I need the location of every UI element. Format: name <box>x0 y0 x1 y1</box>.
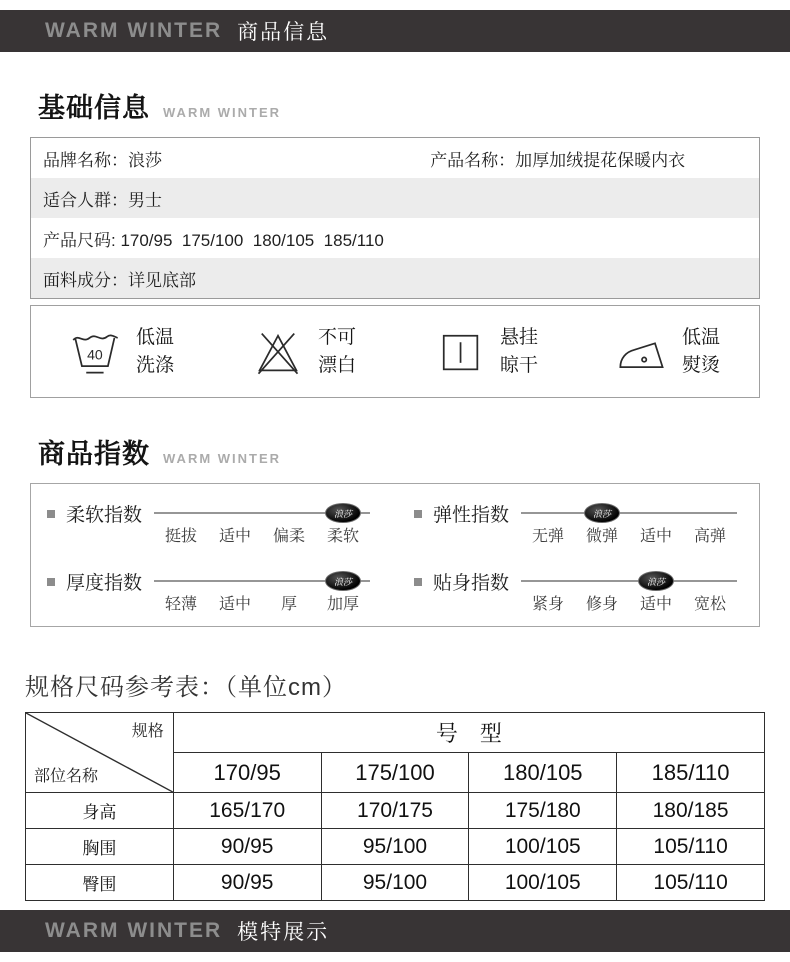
scale-label: 高弹 <box>694 528 727 545</box>
table-row <box>31 218 759 258</box>
heading-subtext: WARM WINTER <box>163 451 282 466</box>
brand-logo-marker-icon: 浪莎 <box>584 503 620 523</box>
square-bullet-icon <box>47 578 55 586</box>
slider-scale <box>521 591 737 614</box>
table-row <box>26 793 765 829</box>
brand-logo-marker-icon: 浪莎 <box>638 571 674 591</box>
bottom-banner <box>0 910 790 952</box>
heading-subtext: WARM WINTER <box>163 105 282 120</box>
scale-label: 适中 <box>219 596 252 613</box>
slider-scale <box>154 523 370 546</box>
index-softness <box>47 500 370 546</box>
product-sizes-cell: 产品尺码: 170/95 175/100 180/105 185/110 <box>43 230 384 250</box>
scale-label: 适中 <box>640 596 673 613</box>
brand-logo-marker-icon: 浪莎 <box>325 571 361 591</box>
care-item-wash <box>31 324 213 379</box>
index-slider <box>154 568 370 614</box>
scale-label: 厚 <box>281 596 298 613</box>
iron-low-temp-icon <box>616 326 668 378</box>
cell-value: 175/180 <box>469 793 617 829</box>
cell-value: 165/170 <box>173 793 321 829</box>
cell-value: 105/110 <box>617 829 765 865</box>
brand-name-cell: 品牌名称：浪莎 <box>43 150 162 170</box>
table-row <box>31 258 759 298</box>
heading-text: 商品指数 <box>38 439 150 469</box>
scale-label: 偏柔 <box>273 528 306 545</box>
corner-label-part: 部位名称 <box>34 768 99 785</box>
row-label-height: 身高 <box>26 793 174 829</box>
scale-label: 柔软 <box>327 528 360 545</box>
product-index-panel <box>30 483 760 627</box>
size-type-header: 号 型 <box>173 713 764 753</box>
square-bullet-icon <box>47 510 55 518</box>
column-header: 180/105 <box>469 753 617 793</box>
care-label <box>500 324 538 379</box>
slider-scale <box>521 523 737 546</box>
product-index-heading <box>38 432 790 471</box>
square-bullet-icon <box>414 578 422 586</box>
basic-info-table <box>30 137 760 299</box>
fabric-composition-cell: 面料成分：详见底部 <box>43 270 196 290</box>
scale-label: 适中 <box>640 528 673 545</box>
scale-label: 宽松 <box>694 596 727 613</box>
index-slider <box>154 500 370 546</box>
index-label: 柔软指数 <box>66 505 143 526</box>
care-label-line2: 漂白 <box>317 354 356 376</box>
scale-label: 轻薄 <box>165 596 198 613</box>
care-label <box>682 324 720 379</box>
wash-low-temp-40-icon <box>70 326 122 378</box>
square-bullet-icon <box>414 510 422 518</box>
basic-info-heading <box>38 86 790 125</box>
index-slider <box>521 568 737 614</box>
table-row <box>31 178 759 218</box>
hang-dry-icon <box>434 326 486 378</box>
size-chart-title: 规格尺码参考表：（单位cm） <box>25 674 347 701</box>
index-elasticity <box>414 500 737 546</box>
column-header: 185/110 <box>617 753 765 793</box>
cell-value: 90/95 <box>173 865 321 901</box>
table-row <box>31 138 759 178</box>
cell-value: 95/100 <box>321 865 469 901</box>
slider-track <box>154 508 370 519</box>
row-label-hip: 臀围 <box>26 865 174 901</box>
row-label-chest: 胸围 <box>26 829 174 865</box>
index-thickness <box>47 568 370 614</box>
care-label <box>136 324 174 379</box>
size-chart-table <box>25 712 765 901</box>
section-banner-title: 商品信息 <box>237 21 330 44</box>
product-name-cell: 产品名称：加厚加绒提花保暖内衣 <box>430 150 686 170</box>
care-instructions-panel <box>30 305 760 398</box>
column-header: 170/95 <box>173 753 321 793</box>
heading-text: 基础信息 <box>38 93 150 123</box>
care-label-line1: 不可 <box>317 326 356 348</box>
cell-value: 100/105 <box>469 865 617 901</box>
column-header: 175/100 <box>321 753 469 793</box>
slider-track <box>154 576 370 587</box>
scale-label: 挺拔 <box>165 528 198 545</box>
care-label-line1: 低温 <box>135 326 174 348</box>
scale-label: 无弹 <box>532 528 565 545</box>
table-row <box>26 829 765 865</box>
cell-value: 105/110 <box>617 865 765 901</box>
section-banner-title: 模特展示 <box>237 921 330 944</box>
slider-track <box>521 576 737 587</box>
target-group-cell: 适合人群：男士 <box>43 190 162 210</box>
cell-value: 95/100 <box>321 829 469 865</box>
cell-value: 100/105 <box>469 829 617 865</box>
top-banner <box>0 10 790 52</box>
diagonal-corner-cell <box>26 713 174 793</box>
care-item-hang-dry <box>395 324 577 379</box>
index-label: 弹性指数 <box>433 505 510 526</box>
index-label: 厚度指数 <box>66 573 143 594</box>
care-item-no-bleach <box>213 324 395 379</box>
brand-logo-marker-icon: 浪莎 <box>325 503 361 523</box>
svg-text:40: 40 <box>87 346 103 363</box>
index-fit <box>414 568 737 614</box>
table-header-row <box>26 713 765 753</box>
scale-label: 紧身 <box>532 596 565 613</box>
scale-label: 适中 <box>219 528 252 545</box>
scale-label: 修身 <box>586 596 619 613</box>
care-label-line2: 熨烫 <box>681 354 720 376</box>
slider-scale <box>154 591 370 614</box>
cell-value: 180/185 <box>617 793 765 829</box>
cell-value: 170/175 <box>321 793 469 829</box>
no-bleach-icon <box>252 326 304 378</box>
corner-label-spec: 规格 <box>131 723 164 740</box>
care-label-line1: 悬挂 <box>499 326 538 348</box>
slider-track <box>521 508 737 519</box>
brand-wordmark: WARM WINTER <box>45 19 223 42</box>
care-item-iron <box>577 324 759 379</box>
table-row <box>26 865 765 901</box>
care-label-line2: 晾干 <box>499 354 538 376</box>
scale-label: 加厚 <box>327 596 360 613</box>
index-label: 贴身指数 <box>433 573 510 594</box>
index-slider <box>521 500 737 546</box>
care-label <box>318 324 356 379</box>
care-label-line1: 低温 <box>681 326 720 348</box>
cell-value: 90/95 <box>173 829 321 865</box>
scale-label: 微弹 <box>586 528 619 545</box>
brand-wordmark: WARM WINTER <box>45 919 223 942</box>
care-label-line2: 洗涤 <box>135 354 174 376</box>
